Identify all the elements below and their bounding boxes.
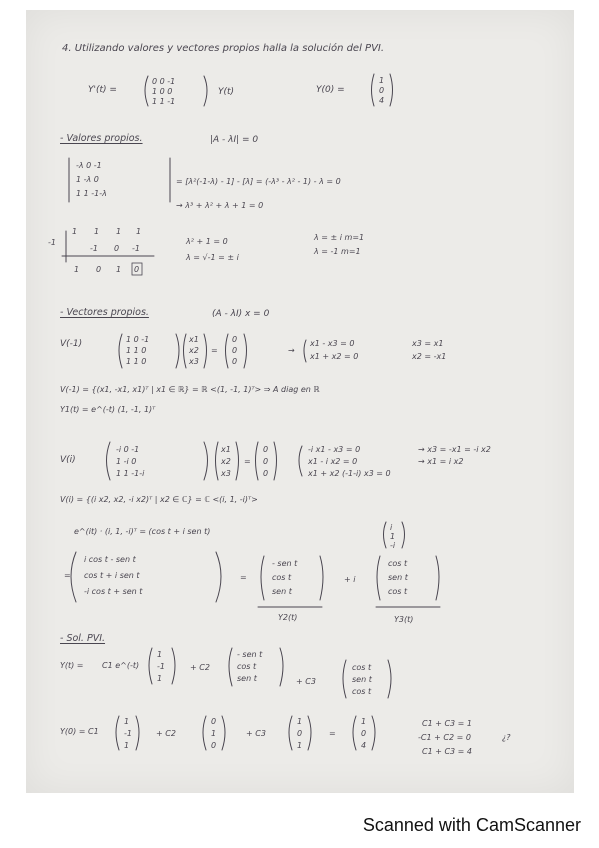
eigenspace-span: V(i) = {(i x2, x2, -i x2)ᵀ | x2 ∈ ℂ} = ℂ <(i, 1, -i)ᵀ>	[60, 495, 258, 504]
vector-entry: cos t	[352, 663, 372, 672]
system-rhs: Y(t)	[218, 87, 235, 97]
characteristic-equation: |A - λI| = 0	[210, 135, 259, 145]
vector-entry: 1	[124, 741, 130, 750]
system-equation: x1 + x2 = 0	[310, 352, 359, 361]
plus-i: + i	[344, 575, 356, 584]
coefficient-c1: C1 e^(-t)	[102, 661, 140, 670]
matrix-a-row: 1 1 -1	[152, 97, 176, 106]
ruffini-result: 0	[96, 265, 102, 274]
coefficient-c2: + C2	[190, 663, 210, 672]
ruffini-root: -1	[48, 238, 56, 247]
system-equation: -i x1 - x3 = 0	[308, 445, 361, 454]
expanded-entry: i cos t - sen t	[84, 555, 136, 564]
zero-entry: 0	[232, 346, 238, 355]
vector-entry: 0	[211, 741, 217, 750]
system-solution: → x3 = -x1 = -i x2	[418, 445, 491, 454]
ruffini-coef: 1	[116, 227, 122, 236]
vector-entry: i	[390, 523, 393, 532]
real-part-entry: - sen t	[272, 559, 298, 568]
ruffini-product: -1	[90, 244, 98, 253]
zero-entry: 0	[263, 469, 269, 478]
vector-entry: 4	[361, 741, 367, 750]
eigenvector-equation: (A - λI) x = 0	[212, 309, 270, 319]
problem-statement: 4. Utilizando valores y vectores propios halla la solución del PVI.	[62, 43, 385, 54]
solution-heading: - Sol. PVI.	[60, 633, 106, 644]
unknown: x2	[221, 457, 231, 466]
ruffini-result: 1	[116, 265, 122, 274]
expanded-entry: cos t + i sen t	[84, 571, 140, 580]
vector-entry: 1	[157, 650, 163, 659]
real-part-entry: cos t	[272, 573, 292, 582]
eigenspace-label: V(i)	[60, 455, 76, 465]
ruffini-product: 0	[114, 244, 120, 253]
vector-entry: 1	[297, 717, 303, 726]
quadratic-solution: λ = √-1 = ± i	[186, 253, 239, 262]
unknown: x2	[189, 346, 199, 355]
ruffini-product: -1	[132, 244, 140, 253]
system-lhs: Y'(t) =	[88, 85, 117, 95]
ruffini-coef: 1	[72, 227, 78, 236]
label-y3: Y3(t)	[394, 615, 414, 624]
vector-entry: 0	[211, 717, 217, 726]
unknown: x1	[221, 445, 231, 454]
quadratic-equation: λ² + 1 = 0	[186, 237, 228, 246]
eigenspace-label: V(-1)	[60, 339, 83, 349]
ruffini-result: 1	[74, 265, 80, 274]
vector-entry: 0	[361, 729, 367, 738]
vector-entry: cos t	[237, 662, 257, 671]
eigenvalue-multiplicity: λ = ± i m=1	[314, 233, 365, 242]
ruffini-coef: 1	[94, 227, 100, 236]
characteristic-polynomial: → λ³ + λ² + λ + 1 = 0	[176, 201, 264, 210]
zero-entry: 0	[232, 357, 238, 366]
question-mark: ¿?	[502, 733, 511, 742]
arrow: →	[288, 346, 295, 355]
label-y2: Y2(t)	[278, 613, 298, 622]
vector-entry: sen t	[352, 675, 372, 684]
matrix-row: 1 -i 0	[116, 457, 137, 466]
equals-sign: =	[64, 571, 71, 580]
zero-entry: 0	[263, 445, 269, 454]
system-solution: x3 = x1	[412, 339, 444, 348]
ic-entry: 1	[379, 76, 385, 85]
unknown: x3	[221, 469, 231, 478]
unknown: x1	[189, 335, 199, 344]
equals-sign: =	[211, 346, 218, 355]
ruffini-result: 0	[134, 265, 140, 274]
linear-system-equation: C1 + C3 = 1	[422, 719, 473, 728]
solution-y1: Y1(t) = e^(-t) (1, -1, 1)ᵀ	[60, 405, 156, 414]
ruffini-coef: 1	[136, 227, 142, 236]
vector-entry: -i	[390, 541, 396, 550]
vector-entry: 1	[297, 741, 303, 750]
scanned-page	[26, 10, 574, 793]
vector-entry: 1	[390, 532, 396, 541]
zero-entry: 0	[263, 457, 269, 466]
system-equation: x1 - i x2 = 0	[308, 457, 358, 466]
vector-entry: - sen t	[237, 650, 263, 659]
matrix-row: 1 1 -1-i	[116, 469, 145, 478]
vector-entry: 1	[157, 674, 163, 683]
matrix-row: 1 0 -1	[126, 335, 150, 344]
coefficient-c3: + C3	[296, 677, 316, 686]
unknown: x3	[189, 357, 199, 366]
system-solution: x2 = -x1	[412, 352, 447, 361]
determinant-row: 1 1 -1-λ	[76, 189, 107, 198]
euler-expansion: e^(it) · (i, 1, -i)ᵀ = (cos t + i sen t)	[74, 527, 211, 536]
vector-entry: sen t	[237, 674, 257, 683]
ic-entry: 4	[379, 96, 385, 105]
imag-part-entry: sen t	[388, 573, 408, 582]
system-solution: → x1 = i x2	[418, 457, 464, 466]
determinant-row: -λ 0 -1	[76, 161, 102, 170]
matrix-a-row: 0 0 -1	[152, 77, 176, 86]
initial-condition-label: Y(0) =	[316, 85, 345, 95]
matrix-row: -i 0 -1	[116, 445, 140, 454]
handwriting-strokes	[26, 10, 574, 793]
vector-entry: 1	[211, 729, 217, 738]
ic-solution-lhs: Y(0) = C1	[60, 727, 99, 736]
imag-part-entry: cos t	[388, 559, 408, 568]
real-part-entry: sen t	[272, 587, 292, 596]
matrix-row: 1 1 0	[126, 346, 147, 355]
eigenspace-span: V(-1) = {(x1, -x1, x1)ᵀ | x1 ∈ ℝ} = ℝ <(1, -1, 1)ᵀ> ⇒ A diag en ℝ	[60, 385, 320, 394]
equals-sign: =	[240, 573, 247, 582]
ic-entry: 0	[379, 86, 385, 95]
eigenvalue-multiplicity: λ = -1 m=1	[314, 247, 361, 256]
eigenvectors-heading: - Vectores propios.	[60, 307, 149, 318]
vector-entry: -1	[157, 662, 165, 671]
equals-sign: =	[329, 729, 336, 738]
vector-entry: 1	[361, 717, 367, 726]
vector-entry: -1	[124, 729, 132, 738]
linear-system-equation: C1 + C3 = 4	[422, 747, 473, 756]
expanded-entry: -i cos t + sen t	[84, 587, 143, 596]
coefficient-c3: + C3	[246, 729, 266, 738]
zero-entry: 0	[232, 335, 238, 344]
camscanner-watermark: Scanned with CamScanner	[362, 815, 581, 835]
equals-sign: =	[244, 457, 251, 466]
coefficient-c2: + C2	[156, 729, 176, 738]
imag-part-entry: cos t	[388, 587, 408, 596]
linear-system-equation: -C1 + C2 = 0	[418, 733, 471, 742]
matrix-row: 1 1 0	[126, 357, 147, 366]
system-equation: x1 + x2 (-1-i) x3 = 0	[308, 469, 391, 478]
vector-entry: 1	[124, 717, 130, 726]
vector-entry: cos t	[352, 687, 372, 696]
eigenvalues-heading: - Valores propios.	[60, 133, 143, 144]
determinant-row: 1 -λ 0	[76, 175, 99, 184]
matrix-a-row: 1 0 0	[152, 87, 173, 96]
determinant-expansion: = [λ²(-1-λ) - 1] - [λ] = (-λ³ - λ² - 1) - λ = 0	[176, 177, 341, 186]
general-solution-lhs: Y(t) =	[60, 661, 84, 670]
system-equation: x1 - x3 = 0	[310, 339, 355, 348]
vector-entry: 0	[297, 729, 303, 738]
